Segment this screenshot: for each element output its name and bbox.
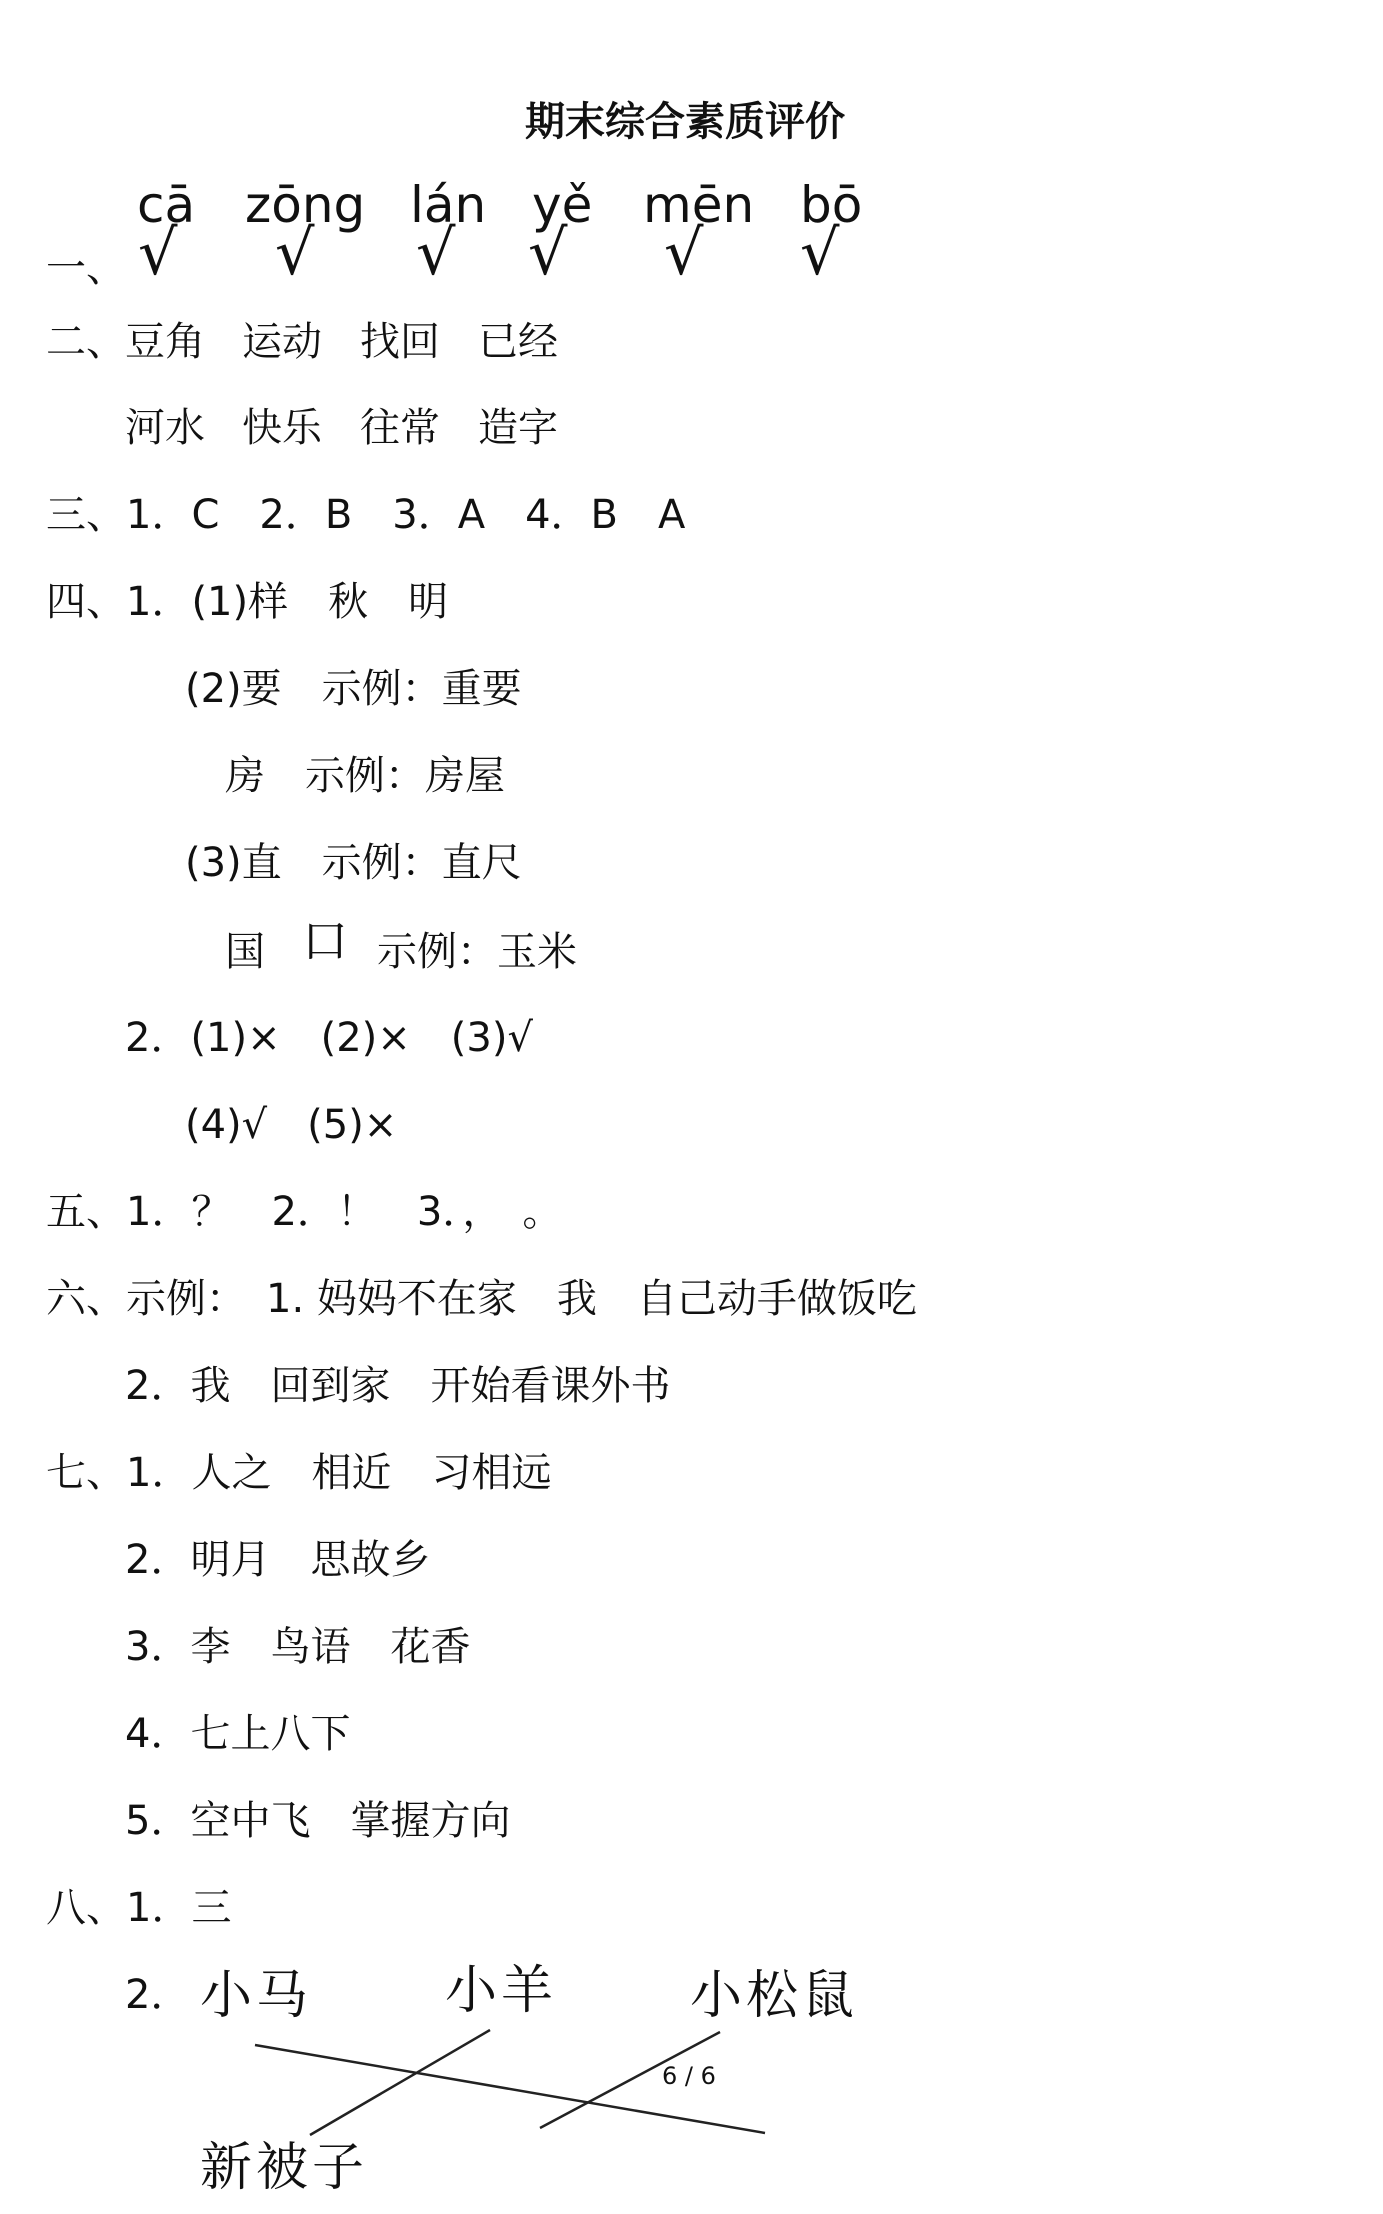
word-2-6: 快乐 bbox=[242, 405, 322, 451]
section-4-q1-line2: (2)要 示例：重要 bbox=[185, 666, 522, 712]
pinyin-2: zōng bbox=[245, 176, 366, 234]
animal-little-horse: 小马 bbox=[200, 1966, 313, 2026]
pinyin-3: lán bbox=[410, 176, 487, 234]
word-2-8: 造字 bbox=[478, 405, 558, 451]
section-7-line4: 4．七上八下 bbox=[125, 1711, 351, 1757]
check-mark-5: √ bbox=[664, 216, 704, 289]
section-4-q1-line4: (3)直 示例：直尺 bbox=[185, 840, 522, 886]
check-mark-6: √ bbox=[800, 216, 840, 289]
word-2-2: 运动 bbox=[242, 319, 322, 365]
word-2-4: 已经 bbox=[478, 319, 558, 365]
word-2-3: 找回 bbox=[360, 319, 440, 365]
word-2-5: 河水 bbox=[125, 405, 205, 451]
section-7-line3: 3．李 鸟语 花香 bbox=[125, 1624, 471, 1670]
section-4-q1-char: 国 bbox=[225, 929, 265, 975]
page-title: 期末综合素质评价 bbox=[525, 99, 845, 145]
section-7-line5: 5．空中飞 掌握方向 bbox=[125, 1798, 511, 1844]
animal-little-sheep: 小羊 bbox=[445, 1961, 558, 2021]
section-4-q2-line2: (4)√ (5)× bbox=[185, 1102, 398, 1148]
check-mark-2: √ bbox=[275, 216, 315, 289]
section-1-label: 一、 bbox=[46, 245, 126, 291]
section-4-q1-line1: 四、1．(1)样 秋 明 bbox=[46, 579, 449, 625]
section-2-label: 二、 bbox=[46, 319, 126, 365]
word-2-1: 豆角 bbox=[125, 319, 205, 365]
section-8-q2-number: 2． bbox=[125, 1972, 191, 2018]
page-number: 6 / 6 bbox=[662, 2062, 716, 2090]
section-4-q1-example: 示例：玉米 bbox=[377, 929, 577, 975]
check-mark-4: √ bbox=[528, 216, 568, 289]
animal-little-squirrel: 小松鼠 bbox=[690, 1966, 859, 2026]
item-new-quilt: 新被子 bbox=[200, 2138, 369, 2198]
pinyin-6: bō bbox=[800, 176, 863, 234]
check-mark-3: √ bbox=[416, 216, 456, 289]
section-5-line: 五、1．？ 2．！ 3．， 。 bbox=[46, 1189, 563, 1235]
pinyin-5: mēn bbox=[643, 176, 755, 234]
handwritten-radical: 口 bbox=[302, 914, 348, 968]
check-mark-1: √ bbox=[138, 216, 178, 289]
section-7-line2: 2．明月 思故乡 bbox=[125, 1537, 431, 1583]
section-6-line2: 2．我 回到家 开始看课外书 bbox=[125, 1363, 671, 1409]
match-line-sheep bbox=[310, 2030, 490, 2135]
section-8-line1: 八、1．三 bbox=[46, 1885, 232, 1931]
section-7-line1: 七、1．人之 相近 习相远 bbox=[46, 1450, 552, 1496]
section-4-q1-line3: 房 示例：房屋 bbox=[225, 753, 505, 799]
word-2-7: 往常 bbox=[360, 405, 440, 451]
pinyin-4: yě bbox=[532, 176, 593, 234]
section-6-line1: 六、示例： 1. 妈妈不在家 我 自己动手做饭吃 bbox=[46, 1276, 917, 1322]
pinyin-1: cā bbox=[137, 176, 196, 234]
section-4-q2-line1: 2．(1)× (2)× (3)√ bbox=[125, 1015, 533, 1061]
section-3-line: 三、1．C 2．B 3．A 4．B A bbox=[46, 492, 686, 538]
